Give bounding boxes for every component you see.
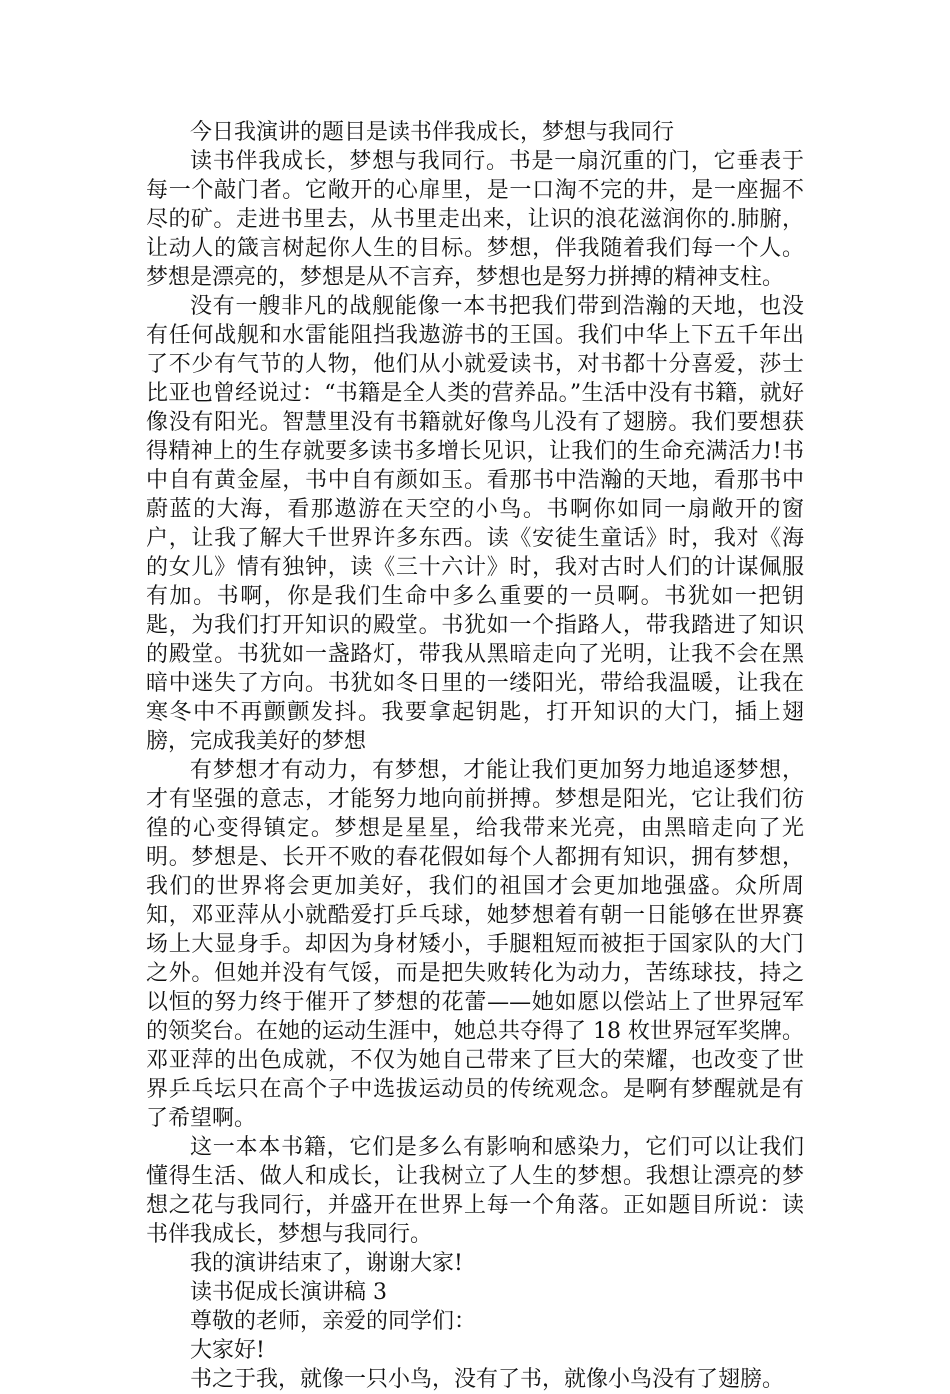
greeting: 大家好! — [190, 1338, 265, 1363]
paragraph-final: 书之于我，就像一只小鸟，没有了书，就像小鸟没有了翅膀。 — [190, 1367, 785, 1392]
paragraph-4: 这一本本书籍，它们是多么有影响和感染力，它们可以让我们懂得生活、做人和成长，让我树立了人生的梦想。我想让漂亮的梦想之花与我同行，并盛开在世界上每一个角落。正如题目所说：读书伴我成长，梦想与我同行。 — [146, 1135, 804, 1247]
section-heading: 读书促成长演讲稿 3 — [190, 1280, 387, 1305]
paragraph-3: 有梦想才有动力，有梦想，才能让我们更加努力地追逐梦想，才有坚强的意志，才能努力地向前拼搏。梦想是阳光，它让我们彷徨的心变得镇定。梦想是星星，给我带来光亮，由黑暗走向了光明。梦想是、长开不败的春花假如每个人都拥有知识，拥有梦想，我们的世界将会更加美好，我们的祖国才会更加地强盛。众所周知，邓亚萍从小就酷爱打乒乓球，她梦想着有朝一日能够在世界赛场上大显身手。却因为身材矮小，手腿粗短而被拒于国家队的大门之外。但她并没有气馁，而是把失败转化为动力，苦练球技，持之以恒的努力终于催开了梦想的花蕾——她如愿以偿站上了世界冠军的领奖台。在她的运动生涯中，她总共夺得了 18 枚世界冠军奖牌。邓亚萍的出色成就，不仅为她自己带来了巨大的荣耀，也改变了世界乒乓坛只在高个子中选拔运动员的传统观念。是啊有梦醒就是有了希望啊。 — [146, 758, 804, 1131]
closing-line: 我的演讲结束了，谢谢大家! — [190, 1251, 463, 1276]
salutation: 尊敬的老师，亲爱的同学们： — [190, 1309, 477, 1334]
paragraph-1: 读书伴我成长，梦想与我同行。书是一扇沉重的门，它垂表于每一个敲门者。它敞开的心扉里，是一口淘不完的井，是一座掘不尽的矿。走进书里去，从书里走出来，让识的浪花滋润你的.肺腑，让动人的箴言树起你人生的目标。梦想，伴我随着我们每一个人。梦想是漂亮的，梦想是从不言弃，梦想也是努力拼搏的精神支柱。 — [146, 149, 804, 290]
title-line: 今日我演讲的题目是读书伴我成长，梦想与我同行 — [190, 120, 675, 145]
paragraph-2: 没有一艘非凡的战舰能像一本书把我们带到浩瀚的天地，也没有任何战舰和水雷能阻挡我遨游书的王国。我们中华上下五千年出了不少有气节的人物，他们从小就爱读书，对书都十分喜爱，莎士比亚也曾经说过：“书籍是全人类的营养品。”生活中没有书籍，就好像没有阳光。智慧里没有书籍就好像鸟儿没有了翅膀。我们要想获得精神上的生存就要多读书多增长见识，让我们的生命充满活力!书中自有黄金屋，书中自有颜如玉。看那书中浩瀚的天地，看那书中蔚蓝的大海，看那遨游在天空的小鸟。书啊你如同一扇敞开的窗户，让我了解大千世界许多东西。读《安徒生童话》时，我对《海的女儿》情有独钟，读《三十六计》时，我对古时人们的计谋佩服有加。书啊，你是我们生命中多么重要的一员啊。书犹如一把钥匙，为我们打开知识的殿堂。书犹如一个指路人，带我踏进了知识的殿堂。书犹如一盏路灯，带我从黑暗走向了光明，让我不会在黑暗中迷失了方向。书犹如冬日里的一缕阳光，带给我温暖，让我在寒冬中不再颤颤发抖。我要拿起钥匙，打开知识的大门，插上翅膀，完成我美好的梦想 — [146, 294, 804, 754]
document-body — [146, 118, 804, 1394]
